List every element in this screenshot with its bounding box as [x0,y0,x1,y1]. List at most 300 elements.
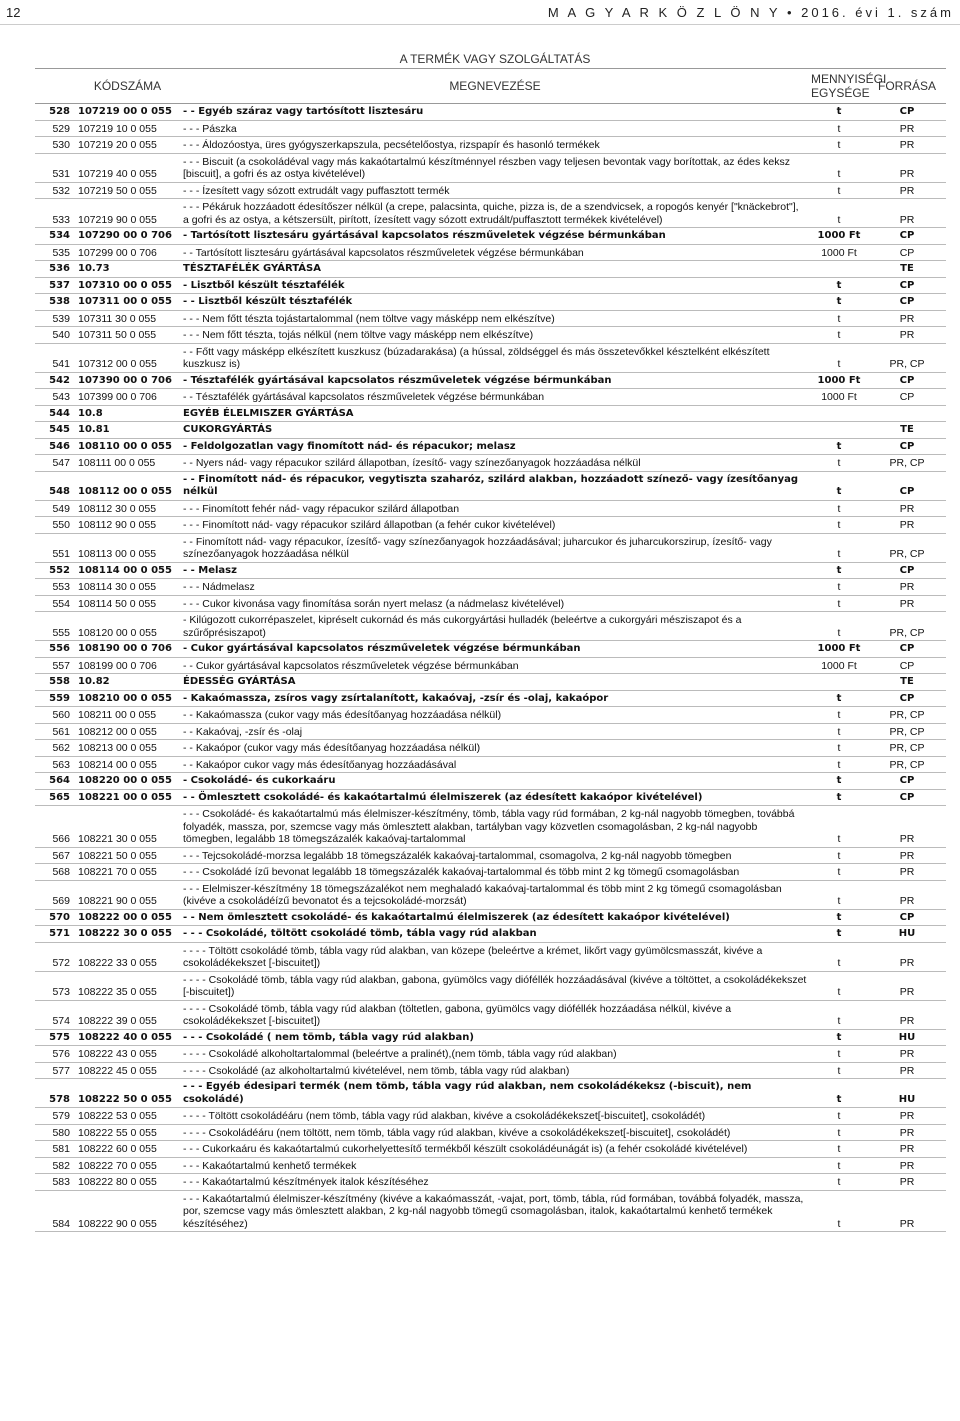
row-name: - - - Cukorkaáru és kakaótartalmú cukorhelyettesítő termékből készült csokoládéunágát is) (a fehér csokoládé kivételével) [180,1141,810,1158]
row-unit: t [810,942,868,971]
table-row [35,199,946,228]
table-row [35,500,946,517]
row-unit: t [810,773,868,790]
row-unit: t [810,740,868,757]
row-number: 528 [35,104,75,121]
row-unit: t [810,847,868,864]
row-unit: t [810,789,868,806]
row-number: 540 [35,327,75,344]
row-unit: t [810,971,868,1000]
row-number: 558 [35,674,75,691]
row-number: 556 [35,641,75,658]
row-number: 551 [35,533,75,562]
row-code: 108199 00 0 706 [75,657,180,674]
row-unit: t [810,1046,868,1063]
row-source: PR [868,153,946,182]
row-source: TE [868,422,946,439]
row-name: - - - Ízesített vagy sózott extrudált vagy puffasztott termék [180,182,810,199]
row-name: - - - - Csokoládé alkoholtartalommal (beleértve a pralinét),(nem tömb, tábla vagy rúd alakban) [180,1046,810,1063]
table-row [35,104,946,121]
row-name: - - - Csokoládé ( nem tömb, tábla vagy rúd alakban) [180,1029,810,1046]
row-name: - - - Biscuit (a csokoládéval vagy más kakaótartalmú készítménnyel részben vagy teljesen bevontak vagy borítottak, az édes keksz [biscuit], a gofri és az ostya kivételével) [180,153,810,182]
row-name: - Tartósított lisztesáru gyártásával kapcsolatos részműveletek végzése bérmunkában [180,228,810,245]
row-source: PR [868,1124,946,1141]
table-row [35,277,946,294]
table-row [35,1000,946,1029]
table-row [35,657,946,674]
row-code: 108222 70 0 055 [75,1157,180,1174]
row-code: 108110 00 0 055 [75,438,180,455]
row-number: 562 [35,740,75,757]
row-code: 108112 00 0 055 [75,471,180,500]
row-name: - - - Tejcsokoládé-morzsa legalább 18 tömegszázalék kakaóvaj-tartalommal, csomagolva, 2 kg-nál nagyobb tömegben [180,847,810,864]
row-source: PR [868,942,946,971]
table-row [35,422,946,439]
row-name: - - - Egyéb édesipari termék (nem tömb, tábla vagy rúd alakban, nem csokoládékeksz (-biscuit), nem csokoládé) [180,1079,810,1108]
row-name: - - - - Csokoládé (az alkoholtartalmú kivételével, nem tömb, tábla vagy rúd alakban) [180,1062,810,1079]
row-number: 566 [35,806,75,848]
table-row [35,707,946,724]
row-unit: 1000 Ft [810,372,868,389]
row-number: 561 [35,723,75,740]
row-code: 108114 50 0 055 [75,595,180,612]
row-name: - - - Pékáruk hozzáadott édesítőszer nélkül (a crepe, palacsinta, quiche, pizza is, de a szendvicsek, a ropogós kenyér ["knäckebrot"], a gofri és az ostya, a kétszersült, pirított, ízesített vagy sózott extrudált/puffasztott termékek kivételével) [180,199,810,228]
row-name: - - - Pászka [180,120,810,137]
row-code: 108113 00 0 055 [75,533,180,562]
row-source: CP [868,562,946,579]
row-name: - - Kakaópor (cukor vagy más édesítőanyag hozzáadása nélkül) [180,740,810,757]
row-name: - - - Kakaótartalmú élelmiszer-készítmény (kivéve a kakaómasszát, -vajat, port, tömb, tábla, rúd formában, továbbá folyadék, massza, por, szemcse vagy más ömlesztett alakban, 2 kg-nál nagyobb tömegű csomagolásban, italok, kakaótartalmú kenhető termékek készítéséhez) [180,1190,810,1232]
col-header-name: MEGNEVEZÉSE [180,69,810,104]
row-number: 579 [35,1108,75,1125]
row-number: 538 [35,294,75,311]
table-row [35,137,946,154]
row-number: 575 [35,1029,75,1046]
page-number: 12 [6,4,21,20]
row-unit: t [810,438,868,455]
table-row [35,261,946,278]
row-unit [810,405,868,422]
group-header: A TERMÉK VAGY SZOLGÁLTATÁS [180,50,810,69]
row-source: PR, CP [868,612,946,641]
table-row [35,847,946,864]
row-unit: t [810,1029,868,1046]
table-row [35,228,946,245]
row-number: 549 [35,500,75,517]
row-source: PR [868,971,946,1000]
row-unit: 1000 Ft [810,228,868,245]
table-row [35,343,946,372]
table-row [35,120,946,137]
row-source: PR [868,1174,946,1191]
row-source: PR, CP [868,756,946,773]
row-unit: t [810,343,868,372]
row-unit: t [810,1062,868,1079]
row-number: 573 [35,971,75,1000]
row-source: CP [868,773,946,790]
row-name: - - - Kakaótartalmú készítmények italok készítéséhez [180,1174,810,1191]
row-code: 108222 45 0 055 [75,1062,180,1079]
row-code: 108190 00 0 706 [75,641,180,658]
row-code: 107219 10 0 055 [75,120,180,137]
row-number: 541 [35,343,75,372]
row-source: PR [868,1062,946,1079]
row-source: PR [868,327,946,344]
row-code: 108220 00 0 055 [75,773,180,790]
row-unit: t [810,562,868,579]
row-code: 107399 00 0 706 [75,389,180,406]
row-unit: t [810,310,868,327]
table-row [35,1079,946,1108]
table-row [35,789,946,806]
table-row [35,880,946,909]
row-code: 10.81 [75,422,180,439]
row-unit: t [810,199,868,228]
row-name: - - Egyéb száraz vagy tartósított lisztesáru [180,104,810,121]
row-unit: t [810,612,868,641]
row-name: CUKORGYÁRTÁS [180,422,810,439]
row-name: - - Cukor gyártásával kapcsolatos részműveletek végzése bérmunkában [180,657,810,674]
row-name: - - Lisztből készült tésztafélék [180,294,810,311]
row-code: 108222 53 0 055 [75,1108,180,1125]
row-source: TE [868,674,946,691]
row-number: 568 [35,864,75,881]
row-number: 577 [35,1062,75,1079]
table-row [35,1108,946,1125]
row-number: 539 [35,310,75,327]
row-name: - - - - Csokoládéáru (nem töltött, nem tömb, tábla vagy rúd alakban, kivéve a csokoládékekszet[-biscuitet], csokoládét) [180,1124,810,1141]
row-source: PR [868,880,946,909]
table-row [35,405,946,422]
row-code: 107390 00 0 706 [75,372,180,389]
row-source: CP [868,277,946,294]
row-number: 574 [35,1000,75,1029]
row-code: 107311 00 0 055 [75,294,180,311]
row-number: 537 [35,277,75,294]
table-row [35,533,946,562]
row-code: 108222 90 0 055 [75,1190,180,1232]
row-code: 107311 50 0 055 [75,327,180,344]
row-source: PR, CP [868,343,946,372]
row-number: 545 [35,422,75,439]
row-source: PR, CP [868,740,946,757]
row-unit: t [810,595,868,612]
row-code: 108120 00 0 055 [75,612,180,641]
row-source: PR [868,1108,946,1125]
row-source: CP [868,244,946,261]
row-name: - - - Csokoládé, töltött csokoládé tömb, tábla vagy rúd alakban [180,926,810,943]
row-number: 536 [35,261,75,278]
row-name: - - - - Töltött csokoládé tömb, tábla vagy rúd alakban, van közepe (beleértve a krémet, likőrt vagy gyümölcsmasszát, kivéve a csokoládékekszet [-biscuitet]) [180,942,810,971]
row-source: CP [868,471,946,500]
row-source: PR, CP [868,707,946,724]
table-row [35,153,946,182]
row-unit: t [810,880,868,909]
row-source: CP [868,641,946,658]
row-code: 108222 50 0 055 [75,1079,180,1108]
row-code: 108114 00 0 055 [75,562,180,579]
row-source: CP [868,438,946,455]
row-name: - - Tésztafélék gyártásával kapcsolatos részműveletek végzése bérmunkában [180,389,810,406]
journal-title: M A G Y A R K Ö Z L Ö N Y • 2016. évi 1. szám [547,4,954,20]
row-unit: 1000 Ft [810,641,868,658]
row-name: - - Nyers nád- vagy répacukor szilárd állapotban, ízesítő- vagy színezőanyagok hozzáadása nélkül [180,455,810,472]
row-code: 108222 35 0 055 [75,971,180,1000]
col-header-source: FORRÁSA [868,69,946,104]
row-unit: t [810,707,868,724]
row-unit: t [810,806,868,848]
row-code: 108222 39 0 055 [75,1000,180,1029]
row-name: - - Főtt vagy másképp elkészített kuszkusz (búzadarakása) (a hússal, zöldséggel és más összetevőkkel késztelként elkészített kuszkusz is) [180,343,810,372]
row-source: PR [868,1190,946,1232]
row-number: 547 [35,455,75,472]
row-source: PR, CP [868,723,946,740]
row-code: 107311 30 0 055 [75,310,180,327]
row-unit: t [810,926,868,943]
row-number: 559 [35,690,75,707]
row-code: 108222 00 0 055 [75,909,180,926]
row-number: 560 [35,707,75,724]
row-number: 583 [35,1174,75,1191]
row-unit [810,422,868,439]
row-number: 543 [35,389,75,406]
row-unit: t [810,1190,868,1232]
row-source: CP [868,789,946,806]
row-number: 567 [35,847,75,864]
row-code: 108212 00 0 055 [75,723,180,740]
row-name: - - - - Töltött csokoládéáru (nem tömb, tábla vagy rúd alakban, kivéve a csokoládékekszet[-biscuitet], csokoládét) [180,1108,810,1125]
row-unit: t [810,277,868,294]
row-source: CP [868,294,946,311]
row-code: 108210 00 0 055 [75,690,180,707]
row-unit: t [810,690,868,707]
row-code: 10.8 [75,405,180,422]
row-number: 544 [35,405,75,422]
row-number: 557 [35,657,75,674]
row-source: CP [868,909,946,926]
row-code: 108222 30 0 055 [75,926,180,943]
row-source: PR [868,517,946,534]
table-row [35,1174,946,1191]
row-number: 535 [35,244,75,261]
row-code: 108221 90 0 055 [75,880,180,909]
row-source: PR [868,579,946,596]
row-unit [810,674,868,691]
table-row [35,740,946,757]
row-source: PR [868,199,946,228]
row-source: CP [868,228,946,245]
row-source: PR [868,806,946,848]
row-unit: t [810,533,868,562]
row-name: - - - Finomított fehér nád- vagy répacukor szilárd állapotban [180,500,810,517]
row-unit: t [810,1174,868,1191]
row-number: 533 [35,199,75,228]
row-unit: t [810,1000,868,1029]
table-row [35,1062,946,1079]
row-source: TE [868,261,946,278]
row-unit: t [810,471,868,500]
row-unit: t [810,182,868,199]
row-name: - - Kakaóvaj, -zsír és -olaj [180,723,810,740]
row-number: 576 [35,1046,75,1063]
row-unit: t [810,1124,868,1141]
row-source: PR [868,1157,946,1174]
table-row [35,182,946,199]
row-number: 553 [35,579,75,596]
row-name: - Lisztből készült tésztafélék [180,277,810,294]
row-number: 552 [35,562,75,579]
row-unit: t [810,864,868,881]
row-source: PR [868,500,946,517]
row-source: HU [868,1079,946,1108]
row-code: 108221 30 0 055 [75,806,180,848]
row-code: 108222 60 0 055 [75,1141,180,1158]
row-number: 578 [35,1079,75,1108]
row-number: 565 [35,789,75,806]
row-code: 108222 33 0 055 [75,942,180,971]
col-header-unit: MENNYISÉGI EGYSÉGE [810,69,868,104]
row-unit: t [810,1157,868,1174]
row-name: EGYÉB ÉLELMISZER GYÁRTÁSA [180,405,810,422]
row-number: 584 [35,1190,75,1232]
table-row [35,455,946,472]
row-source: PR [868,120,946,137]
row-number: 534 [35,228,75,245]
row-unit: t [810,756,868,773]
row-code: 108112 90 0 055 [75,517,180,534]
row-name: - - - Áldozóostya, üres gyógyszerkapszula, pecsételőostya, rizspapír és hasonló termékek [180,137,810,154]
row-code: 10.73 [75,261,180,278]
row-number: 572 [35,942,75,971]
table-row [35,723,946,740]
table-row [35,773,946,790]
row-code: 107312 00 0 055 [75,343,180,372]
row-name: - Tésztafélék gyártásával kapcsolatos részműveletek végzése bérmunkában [180,372,810,389]
row-number: 529 [35,120,75,137]
table-row [35,942,946,971]
row-code: 107219 00 0 055 [75,104,180,121]
row-source: PR [868,595,946,612]
row-code: 108221 50 0 055 [75,847,180,864]
row-unit: 1000 Ft [810,389,868,406]
row-name: - - - Kakaótartalmú kenhető termékek [180,1157,810,1174]
table-row [35,926,946,943]
row-code: 108211 00 0 055 [75,707,180,724]
row-code: 108111 00 0 055 [75,455,180,472]
row-name: - - Melasz [180,562,810,579]
row-number: 546 [35,438,75,455]
row-source: CP [868,690,946,707]
row-source: CP [868,657,946,674]
table-row [35,471,946,500]
row-code: 108214 00 0 055 [75,756,180,773]
row-name: ÉDESSÉG GYÁRTÁSA [180,674,810,691]
row-number: 532 [35,182,75,199]
row-name: - - - Nádmelasz [180,579,810,596]
table-row [35,690,946,707]
table-row [35,562,946,579]
table-row [35,971,946,1000]
row-number: 542 [35,372,75,389]
row-name: TÉSZTAFÉLÉK GYÁRTÁSA [180,261,810,278]
table-row [35,756,946,773]
row-source: PR [868,137,946,154]
row-name: - Csokoládé- és cukorkaáru [180,773,810,790]
row-code: 10.82 [75,674,180,691]
row-unit: 1000 Ft [810,244,868,261]
table-row [35,579,946,596]
row-code: 108222 40 0 055 [75,1029,180,1046]
row-number: 548 [35,471,75,500]
row-code: 108222 43 0 055 [75,1046,180,1063]
row-number: 550 [35,517,75,534]
row-source: PR [868,310,946,327]
table-row [35,1141,946,1158]
row-number: 554 [35,595,75,612]
table-row [35,641,946,658]
row-name: - - - Cukor kivonása vagy finomítása során nyert melasz (a nádmelasz kivételével) [180,595,810,612]
row-number: 571 [35,926,75,943]
row-source [868,405,946,422]
row-number: 564 [35,773,75,790]
row-source: PR [868,1000,946,1029]
table-row [35,674,946,691]
row-name: - Cukor gyártásával kapcsolatos részműveletek végzése bérmunkában [180,641,810,658]
row-name: - Kilúgozott cukorrépaszelet, kipréselt cukornád és más cukorgyártási hulladék (beleértve a cukorgyári mésziszapot és a szűrőprésiszapot) [180,612,810,641]
row-source: CP [868,372,946,389]
row-number: 570 [35,909,75,926]
row-unit: t [810,723,868,740]
row-name: - - Finomított nád- vagy répacukor, ízesítő- vagy színezőanyagok hozzáadásával; juharcukor és juharcukorszirup, ízesítő- vagy színezőanyagok hozzáadása nélkül [180,533,810,562]
row-source: HU [868,1029,946,1046]
row-source: PR [868,1046,946,1063]
row-code: 107310 00 0 055 [75,277,180,294]
row-name: - - Kakaómassza (cukor vagy más édesítőanyag hozzáadása nélkül) [180,707,810,724]
row-unit: t [810,1079,868,1108]
product-table [35,50,946,1232]
row-unit: t [810,137,868,154]
row-name: - - - Csokoládé ízű bevonat legalább 18 tömegszázalék kakaóvaj-tartalommal és több mint 2 kg tömegű csomagolásban [180,864,810,881]
row-source: PR [868,847,946,864]
row-name: - - - Csokoládé- és kakaótartalmú más élelmiszer-készítmény, tömb, tábla vagy rúd formában, 2 kg-nál nagyobb tömegben, továbbá folyadék, massza, por, szemcse vagy más ömlesztett alakban, tartályban vagy közvetlen csomagolásban, 2 kg-nál nagyobb tömegben, legalább 18 tömegszázalék kakaóvaj-tartalommal [180,806,810,848]
row-source: HU [868,926,946,943]
table-row [35,517,946,534]
row-number: 581 [35,1141,75,1158]
table-body [35,104,946,1232]
row-number: 555 [35,612,75,641]
row-name: - - - Nem főtt tészta, tojás nélkül (nem töltve vagy másképp nem elkészítve) [180,327,810,344]
row-name: - - Nem ömlesztett csokoládé- és kakaótartalmú élelmiszerek (az édesített kakaópor kivételével) [180,909,810,926]
table-row [35,806,946,848]
row-name: - - Kakaópor cukor vagy más édesítőanyag hozzáadásával [180,756,810,773]
row-source: PR [868,864,946,881]
row-unit: t [810,517,868,534]
row-code: 107290 00 0 706 [75,228,180,245]
row-name: - - Tartósított lisztesáru gyártásával kapcsolatos részműveletek végzése bérmunkában [180,244,810,261]
table-row [35,1046,946,1063]
row-source: PR [868,182,946,199]
row-number: 582 [35,1157,75,1174]
table-row [35,372,946,389]
row-name: - - Ömlesztett csokoládé- és kakaótartalmú élelmiszerek (az édesített kakaópor kivételével) [180,789,810,806]
row-source: CP [868,389,946,406]
row-name: - Feldolgozatlan vagy finomított nád- és répacukor; melasz [180,438,810,455]
row-code: 108222 55 0 055 [75,1124,180,1141]
table-row [35,294,946,311]
row-code: 108222 80 0 055 [75,1174,180,1191]
table-row [35,1124,946,1141]
table-row [35,1029,946,1046]
